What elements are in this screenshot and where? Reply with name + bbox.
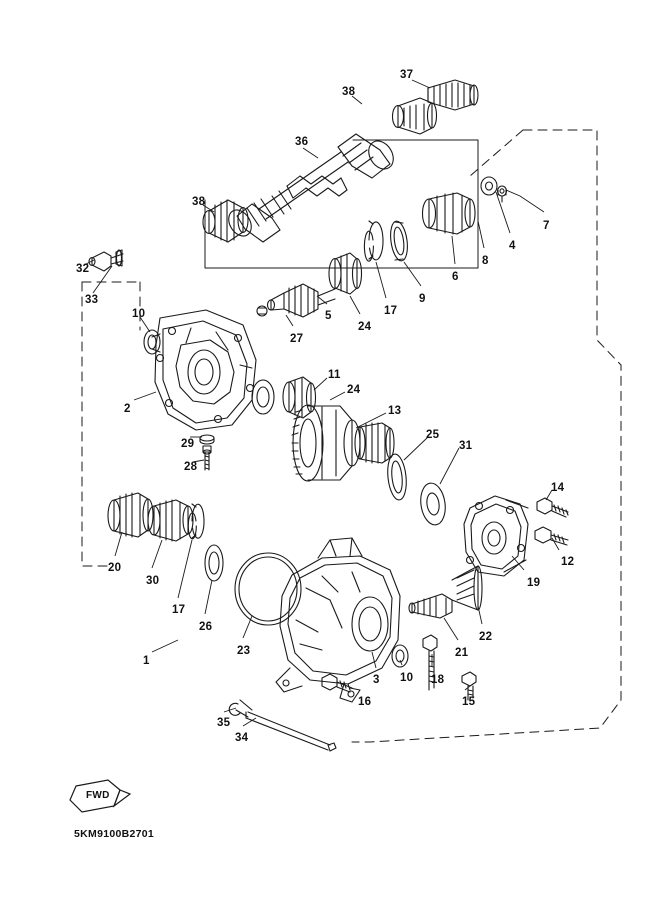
- callout-number-25: 25: [426, 429, 440, 441]
- callout-number-20: 20: [108, 562, 122, 574]
- callout-number-9: 9: [419, 293, 426, 305]
- callout-number-35: 35: [217, 717, 231, 729]
- callout-number-22: 22: [479, 631, 493, 643]
- callout-number-29: 29: [181, 438, 195, 450]
- callout-number-3: 3: [373, 674, 380, 686]
- callout-number-32: 32: [76, 263, 90, 275]
- callout-number-4: 4: [509, 240, 516, 252]
- callout-number-34: 34: [235, 732, 249, 744]
- callout-number-2: 2: [124, 403, 131, 415]
- callout-number-27: 27: [290, 333, 304, 345]
- callout-number-10: 10: [400, 672, 414, 684]
- callout-number-38: 38: [342, 86, 356, 98]
- callout-number-37: 37: [400, 69, 414, 81]
- callout-number-26: 26: [199, 621, 213, 633]
- callout-number-30: 30: [146, 575, 160, 587]
- callout-number-18: 18: [431, 674, 445, 686]
- callout-number-36: 36: [295, 136, 309, 148]
- callout-number-11: 11: [328, 369, 341, 381]
- callout-number-21: 21: [455, 647, 469, 659]
- callout-number-24: 24: [347, 384, 361, 396]
- callout-number-8: 8: [482, 255, 489, 267]
- callout-number-17: 17: [172, 604, 186, 616]
- callout-number-33: 33: [85, 294, 99, 306]
- callout-number-5: 5: [325, 310, 332, 322]
- callout-number-6: 6: [452, 271, 459, 283]
- callout-number-19: 19: [527, 577, 541, 589]
- callout-number-28: 28: [184, 461, 198, 473]
- callout-number-1: 1: [143, 655, 150, 667]
- callout-number-12: 12: [561, 556, 575, 568]
- callout-number-15: 15: [462, 696, 476, 708]
- callout-number-16: 16: [358, 696, 372, 708]
- callout-number-14: 14: [551, 482, 565, 494]
- callout-number-17: 17: [384, 305, 398, 317]
- callout-number-38: 38: [192, 196, 206, 208]
- fwd-direction-label: FWD: [86, 790, 110, 801]
- callout-number-24: 24: [358, 321, 372, 333]
- callout-number-31: 31: [459, 440, 473, 452]
- diagram-part-code: 5KM9100B2701: [74, 828, 155, 840]
- callout-number-10: 10: [132, 308, 146, 320]
- callout-number-13: 13: [388, 405, 402, 417]
- callout-number-7: 7: [543, 220, 550, 232]
- callout-number-23: 23: [237, 645, 251, 657]
